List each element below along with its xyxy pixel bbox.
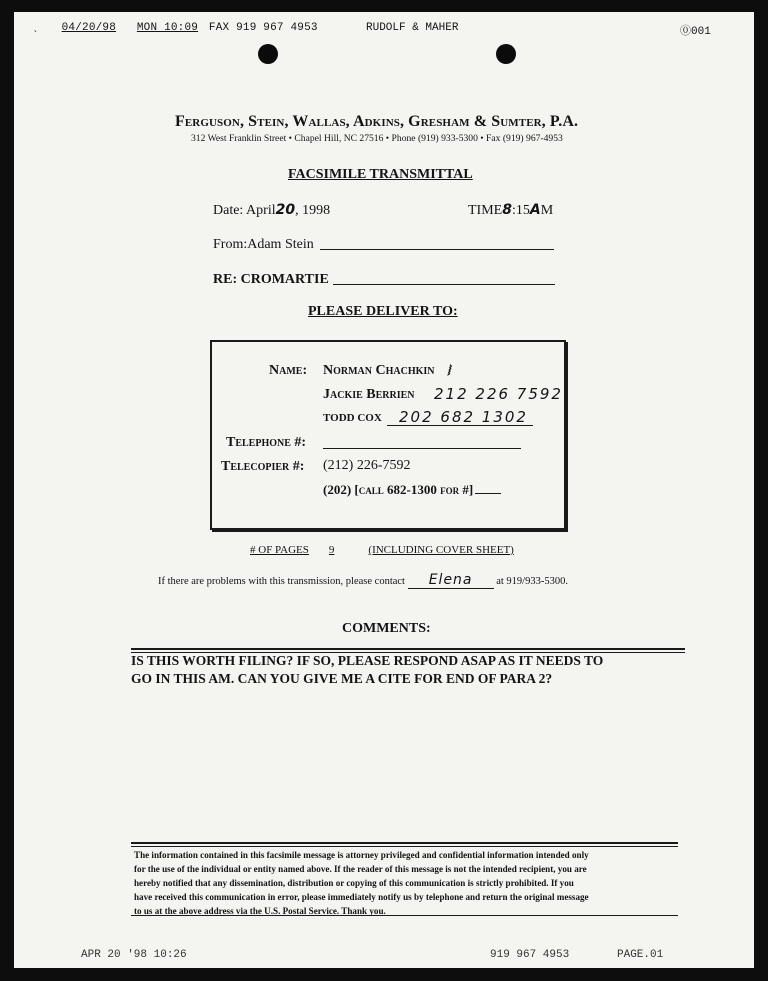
- bracket-mark-handwritten: ⧘: [447, 361, 453, 379]
- telecopier-2: [323, 482, 501, 498]
- telephone-underline: [323, 448, 521, 449]
- comment-line-2: GO IN THIS AM. CAN YOU GIVE ME A CITE FOR END OF PARA 2?: [131, 671, 553, 686]
- fax-footer-page: PAGE.01: [617, 949, 664, 961]
- from-underline: [320, 249, 554, 250]
- comments-rule-1: [131, 648, 685, 650]
- disclaimer: [134, 848, 589, 918]
- fax-footer-number: 919 967 4953: [490, 949, 570, 961]
- fax-header-sender: RUDOLF & MAHER: [366, 22, 459, 34]
- handwritten-fax-2: 202 682 1302: [399, 408, 528, 426]
- re-underline: [333, 284, 555, 285]
- deliver-heading: PLEASE DELIVER TO:: [308, 304, 458, 319]
- comment-line-1: IS THIS WORTH FILING? IF SO, PLEASE RESPOND ASAP AS IT NEEDS TO: [131, 653, 604, 668]
- telecopier-2-text: (202) [call 682-1300 for #]: [323, 482, 474, 497]
- telecopier-1: (212) 226-7592: [323, 458, 411, 473]
- firm-name: Ferguson, Stein, Wallas, Adkins, Gresham & Sumter, P.A.: [175, 113, 579, 130]
- time-ampm-handwritten: A: [529, 202, 541, 218]
- fax-page: [14, 12, 754, 968]
- date-line: [213, 202, 330, 219]
- todd-cox-underline: [387, 425, 533, 426]
- pages-count: 9: [328, 544, 335, 556]
- disclaimer-rule-top-1: [131, 842, 678, 844]
- date-day-handwritten: 20: [275, 202, 296, 218]
- from-line: From:Adam Stein: [213, 237, 314, 252]
- fax-header-mark: ˎ: [32, 22, 39, 34]
- fax-header: [32, 22, 318, 34]
- time-label: TIME: [468, 203, 503, 218]
- handwritten-fax-1: 212 226 7592: [434, 385, 563, 403]
- telephone-label: Telephone #:: [226, 435, 307, 450]
- time-hour-handwritten: 8: [502, 202, 512, 218]
- pages-note: (INCLUDING COVER SHEET): [368, 544, 514, 556]
- recipient-name-2: Jackie Berrien: [323, 387, 415, 402]
- fax-header-number: FAX 919 967 4953: [208, 22, 318, 34]
- re-line: RE: CROMARTIE: [213, 272, 329, 287]
- contact-name-handwritten: Elena: [408, 572, 494, 589]
- pages-label: # OF PAGES: [250, 544, 309, 556]
- fax-footer-timestamp: APR 20 '98 10:26: [81, 949, 187, 961]
- contact-suffix: at 919/933-5300.: [496, 576, 568, 587]
- fax-header-page-counter: ⓪001: [680, 26, 711, 38]
- fax-header-day-time: MON 10:09: [136, 22, 199, 34]
- time-suffix: M: [540, 203, 554, 218]
- fax-header-date: 04/20/98: [61, 22, 117, 34]
- recipient-name-1: Norman Chachkin: [323, 363, 435, 378]
- time-line: [468, 202, 553, 219]
- disclaimer-line-1: The information contained in this facsimile message is attorney privileged and confidential information intended only: [134, 850, 589, 860]
- transmittal-title: FACSIMILE TRANSMITTAL: [288, 167, 473, 182]
- telecopier-label: Telecopier #:: [221, 459, 305, 474]
- disclaimer-line-2: for the use of the individual or entity named above. If the reader of this message is not the intended recipient, you are: [134, 864, 587, 874]
- time-minutes: :15: [511, 203, 530, 218]
- disclaimer-line-3: hereby notified that any dissemination, distribution or copying of this communication is strictly prohibited. If you: [134, 878, 574, 888]
- disclaimer-rule-top-2: [131, 846, 678, 847]
- firm-address: 312 West Franklin Street • Chapel Hill, NC 27516 • Phone (919) 933-5300 • Fax (919) 967-4953: [191, 133, 563, 144]
- pages-line: [250, 544, 514, 556]
- disclaimer-rule-bottom: [131, 915, 678, 916]
- disclaimer-line-5: to us at the above address via the U.S. Postal Service. Thank you.: [134, 906, 386, 916]
- date-label: Date: April: [213, 203, 276, 218]
- name-label: Name:: [269, 363, 308, 378]
- punch-hole-right: [496, 44, 516, 64]
- date-year: , 1998: [295, 203, 331, 218]
- disclaimer-line-4: have received this communication in error, please immediately notify us by telephone and return the original message: [134, 892, 589, 902]
- contact-prefix: If there are problems with this transmission, please contact: [158, 576, 405, 587]
- punch-hole-left: [258, 44, 278, 64]
- contact-line: [158, 572, 568, 589]
- comments-heading: COMMENTS:: [342, 621, 431, 636]
- recipient-name-3: TODD COX: [323, 412, 382, 424]
